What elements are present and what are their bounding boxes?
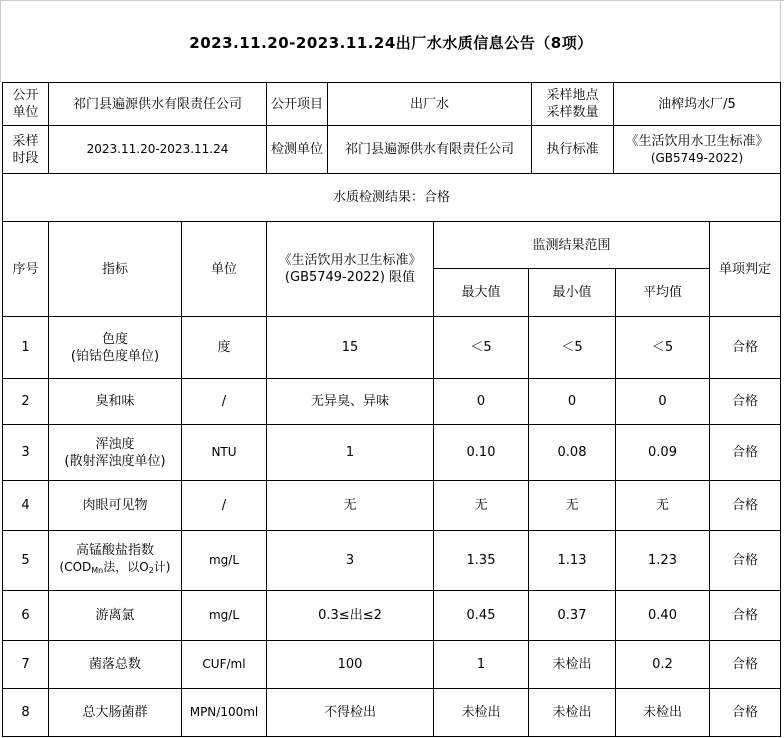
table-row-1-avg: ＜5 (651, 340, 674, 355)
table-row-6-unit: mg/L (208, 608, 240, 622)
table-row-7-indicator: 菌落总数 (88, 657, 141, 672)
table-row-6-indicator: 游离氯 (95, 608, 135, 623)
table-row-5-min: 1.13 (557, 553, 587, 568)
table-row-1-indicator (49, 317, 181, 378)
table-row-5-indicator (49, 531, 181, 590)
table-row-7-no: 7 (21, 657, 30, 672)
table-row-4-judgement: 合格 (731, 498, 758, 513)
table-row-7-max: 1 (476, 657, 486, 672)
notice-title: 2023.11.20-2023.11.24出厂水水质信息公告（8项） (189, 33, 593, 52)
header-limit (267, 222, 433, 316)
col-line-8 (780, 221, 781, 737)
table-bottom (2, 736, 781, 737)
label-period-line2: 时段 (12, 150, 39, 166)
table-row-2-max: 0 (476, 394, 486, 409)
table-row-6-judgement: 合格 (731, 608, 758, 623)
table-row-3-indicator (49, 425, 181, 480)
header-range: 监测结果范围 (532, 237, 611, 253)
disclosure-unit-value: 祁门县遍源供水有限责任公司 (72, 96, 242, 112)
header-judgement: 单项判定 (718, 261, 771, 277)
header-indicator: 指标 (101, 261, 128, 277)
table-row-2-indicator: 臭和味 (95, 394, 135, 409)
header-max: 最大值 (461, 285, 501, 300)
table-row-3-no: 3 (21, 445, 30, 460)
table-row-7-min: 未检出 (552, 657, 592, 672)
table-row-4-indicator: 肉眼可见物 (82, 498, 148, 513)
table-row-3-unit: NTU (211, 445, 237, 459)
standard-line2: (GB5749-2022) (650, 150, 744, 165)
table-row-4-unit: / (221, 498, 227, 513)
table-row-1-unit: 度 (217, 340, 231, 355)
label-test-unit: 检测单位 (270, 142, 323, 157)
label-disclosure-unit (3, 83, 48, 125)
row-3-indicator-name: 浑浊度 (95, 436, 135, 452)
table-row-1-no: 1 (21, 340, 30, 355)
label-period-line1: 采样 (12, 133, 39, 149)
table-row-2-unit: / (221, 394, 227, 409)
test-unit-value: 祁门县遍源供水有限责任公司 (344, 142, 514, 157)
row-5-note-part-b: 法，以O (103, 560, 149, 574)
top-gridline (0, 0, 784, 1)
table-row-3-min: 0.08 (557, 445, 587, 460)
table-row-4-min: 无 (565, 498, 579, 513)
table-row-1-min: ＜5 (561, 340, 583, 355)
table-row-5-judgement: 合格 (731, 553, 758, 568)
project-value: 出厂水 (409, 96, 449, 112)
result-right-border (780, 173, 781, 221)
label-sampling-line1: 采样地点 (546, 88, 599, 103)
table-row-2-judgement: 合格 (731, 394, 758, 409)
row-1-indicator-name: 色度 (101, 331, 128, 347)
table-row-2-no: 2 (21, 394, 30, 409)
table-row-3-max: 0.10 (466, 445, 496, 460)
table-row-6-avg: 0.40 (648, 608, 677, 623)
row-5-note-part-c: 计) (153, 560, 171, 574)
row-5-note-part-a: (COD (59, 560, 92, 574)
table-row-4-avg: 无 (655, 498, 669, 513)
label-sampling-period (3, 126, 48, 173)
table-row-6-max: 0.45 (466, 608, 496, 623)
table-row-6-no: 6 (21, 608, 30, 623)
table-row-2-avg: 0 (658, 394, 667, 409)
table-row-8-judgement: 合格 (731, 705, 758, 720)
table-row-8-no: 8 (21, 705, 30, 720)
header-no: 序号 (12, 261, 39, 277)
table-row-5-limit: 3 (345, 553, 355, 568)
label-disclosure-unit-line2: 单位 (12, 105, 39, 120)
table-row-1-limit: 15 (341, 340, 359, 355)
left-gridline (0, 0, 1, 82)
table-row-6-min: 0.37 (557, 608, 587, 623)
label-sampling-line2: 采样数量 (546, 105, 599, 120)
table-row-7-avg: 0.2 (652, 657, 673, 672)
label-project: 公开项目 (270, 96, 323, 112)
table-row-2-min: 0 (567, 394, 577, 409)
header-limit-line1: 《生活饮用水卫生标准》 (278, 253, 422, 268)
sampling-value: 油榨坞水厂/5 (658, 96, 736, 112)
table-row-1-judgement: 合格 (731, 340, 758, 355)
sampling-period-value: 2023.11.20-2023.11.24 (86, 142, 229, 156)
table-row-7-judgement: 合格 (731, 657, 758, 672)
header-avg: 平均值 (642, 285, 682, 300)
header-limit-line2: (GB5749-2022) 限值 (284, 270, 416, 285)
header-min: 最小值 (552, 285, 592, 300)
row-5-indicator-name: 高锰酸盐指数 (75, 543, 154, 558)
row-3-indicator-note: (散射浑浊度单位) (64, 453, 166, 469)
table-row-4-no: 4 (21, 498, 30, 513)
table-row-5-max: 1.35 (466, 553, 496, 568)
row-1-indicator-note: (铂钴色度单位) (70, 348, 160, 364)
table-row-6-limit: 0.3≤出≤2 (318, 608, 382, 623)
table-row-8-max: 未检出 (461, 705, 501, 720)
table-row-3-judgement: 合格 (731, 445, 758, 460)
table-row-8-avg: 未检出 (642, 705, 682, 720)
header-unit: 单位 (210, 261, 237, 277)
table-row-8-unit: MPN/100ml (189, 705, 259, 719)
overall-result: 水质检测结果：合格 (332, 190, 450, 205)
row-5-note-subscript-mn: Mn (91, 566, 104, 575)
row-5-note-subscript-2: 2 (148, 566, 154, 575)
table-row-3-limit: 1 (345, 445, 355, 460)
right-gridline (780, 0, 781, 82)
table-row-7-unit: CUF/ml (202, 657, 246, 671)
table-row-8-indicator: 总大肠菌群 (82, 705, 148, 720)
table-row-4-max: 无 (474, 498, 488, 513)
table-row-1-max: ＜5 (470, 340, 492, 355)
table-row-5-unit: mg/L (208, 553, 240, 567)
row-5-indicator-note (60, 560, 171, 574)
table-row-7-limit: 100 (337, 657, 363, 672)
table-row-8-min: 未检出 (552, 705, 592, 720)
table-row-4-limit: 无 (343, 498, 357, 513)
table-row-3-avg: 0.09 (648, 445, 677, 460)
label-disclosure-unit-line1: 公开 (12, 88, 39, 103)
standard-value (614, 126, 780, 173)
info-col-6 (780, 82, 781, 174)
table-row-5-no: 5 (21, 553, 30, 568)
standard-line1: 《生活饮用水卫生标准》 (625, 133, 769, 149)
table-row-5-avg: 1.23 (648, 553, 677, 568)
label-sampling (532, 83, 613, 125)
table-row-2-limit: 无异臭、异味 (310, 394, 389, 409)
table-row-8-limit: 不得检出 (323, 705, 376, 720)
label-standard: 执行标准 (546, 142, 599, 157)
